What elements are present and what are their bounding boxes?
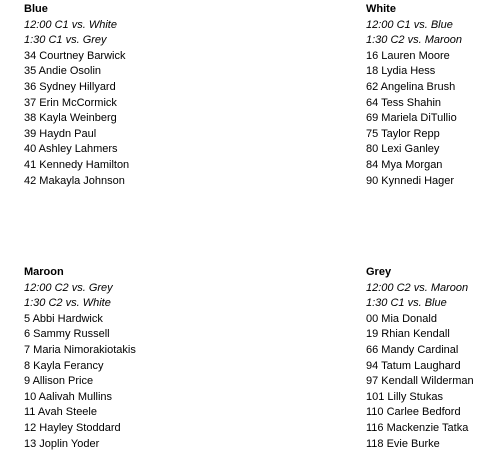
player-entry: 36 Sydney Hillyard (24, 80, 116, 93)
game-schedule: 1:30 C2 vs. White (24, 297, 111, 310)
player-entry: 34 Courtney Barwick (24, 49, 126, 62)
team-grey-roster (366, 265, 474, 452)
player-entry: 16 Lauren Moore (366, 49, 450, 62)
game-schedule: 1:30 C2 vs. Maroon (366, 34, 462, 47)
player-entry: 00 Mia Donald (366, 312, 437, 325)
player-entry: 90 Kynnedi Hager (366, 174, 455, 187)
game-schedule: 12:00 C1 vs. Blue (366, 18, 453, 31)
player-entry: 10 Aalivah Mullins (24, 390, 113, 403)
player-entry: 41 Kennedy Hamilton (24, 158, 130, 171)
player-entry: 40 Ashley Lahmers (24, 143, 118, 156)
player-entry: 84 Mya Morgan (366, 158, 443, 171)
player-entry: 62 Angelina Brush (366, 80, 456, 93)
player-entry: 39 Haydn Paul (24, 127, 97, 140)
player-entry: 116 Mackenzie Tatka (366, 421, 469, 434)
player-entry: 75 Taylor Repp (366, 127, 440, 140)
game-schedule: 12:00 C2 vs. Maroon (366, 281, 469, 294)
player-entry: 37 Erin McCormick (24, 96, 117, 109)
player-entry: 35 Andie Osolin (24, 65, 102, 78)
player-entry: 19 Rhian Kendall (366, 328, 450, 341)
player-entry: 18 Lydia Hess (366, 65, 436, 78)
team-name: Maroon (24, 266, 64, 278)
player-entry: 5 Abbi Hardwick (24, 312, 103, 325)
team-white-roster (366, 2, 462, 189)
player-entry: 8 Kayla Ferancy (24, 359, 104, 372)
player-entry: 118 Evie Burke (366, 437, 440, 450)
player-entry: 9 Allison Price (24, 375, 94, 388)
game-schedule: 12:00 C1 vs. White (24, 18, 117, 31)
player-entry: 110 Carlee Bedford (366, 406, 461, 419)
player-entry: 7 Maria Nimorakiotakis (24, 343, 136, 356)
game-schedule: 1:30 C1 vs. Grey (24, 34, 107, 47)
game-schedule: 1:30 C1 vs. Blue (366, 297, 447, 310)
player-entry: 101 Lilly Stukas (366, 390, 444, 403)
player-entry: 6 Sammy Russell (24, 328, 110, 341)
player-entry: 38 Kayla Weinberg (24, 112, 117, 125)
team-name: White (366, 3, 396, 15)
team-name: Grey (366, 266, 392, 278)
player-entry: 12 Hayley Stoddard (24, 421, 121, 434)
player-entry: 80 Lexi Ganley (366, 143, 440, 156)
player-entry: 11 Avah Steele (24, 406, 97, 419)
team-maroon-roster (24, 265, 136, 452)
player-entry: 69 Mariela DiTullio (366, 112, 457, 125)
player-entry: 64 Tess Shahin (366, 96, 442, 109)
player-entry: 66 Mandy Cardinal (366, 343, 459, 356)
player-entry: 13 Joplin Yoder (24, 437, 100, 450)
player-entry: 94 Tatum Laughard (366, 359, 461, 372)
player-entry: 97 Kendall Wilderman (366, 375, 474, 388)
player-entry: 42 Makayla Johnson (24, 174, 125, 187)
team-blue-roster (24, 2, 129, 189)
game-schedule: 12:00 C2 vs. Grey (24, 281, 113, 294)
team-name: Blue (24, 3, 48, 15)
